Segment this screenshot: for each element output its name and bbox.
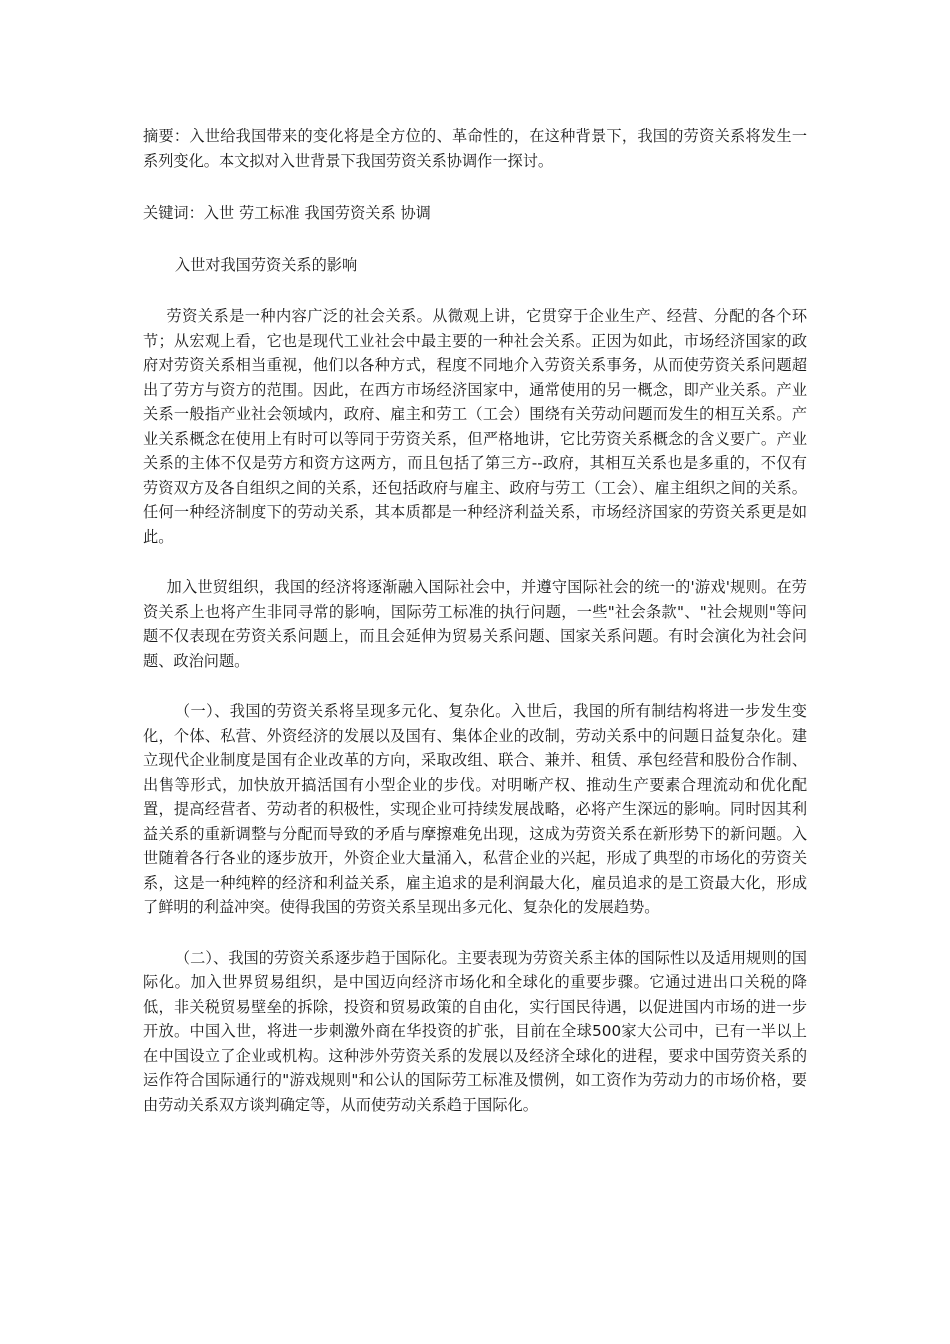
paragraph-internationalization: （二）、我国的劳资关系逐步趋于国际化。主要表现为劳资关系主体的国际性以及适用规则的国际化。加入世界贸易组织，是中国迈向经济市场化和全球化的重要步骤。它通过进出口关税的降低，非关税贸易壁垒的拆除，投资和贸易政策的自由化，实行国民待遇，以促进国内市场的进一步开放。中国入世，将进一步刺激外商在华投资的扩张，目前在全球500家大公司中，已有一半以上在中国设立了企业或机构。这种涉外劳资关系的发展以及经济全球化的进程，要求中国劳资关系的运作符合国际通行的"游戏规则"和公认的国际劳工标准及惯例，如工资作为劳动力的市场价格，要由劳动关系双方谈判确定等，从而使劳动关系趋于国际化。 — [143, 948, 807, 1114]
keywords: 关键词：入世 劳工标准 我国劳资关系 协调 — [143, 204, 431, 222]
abstract: 摘要：入世给我国带来的变化将是全方位的、革命性的，在这种背景下，我国的劳资关系将发生一系列变化。本文拟对入世背景下我国劳资关系协调作一探讨。 — [143, 127, 807, 170]
paragraph-wto-accession: 加入世贸组织，我国的经济将逐渐融入国际社会中，并遵守国际社会的统一的'游戏'规则。在劳资关系上也将产生非同寻常的影响，国际劳工标准的执行问题，一些"社会条款"、"社会规则"等问题不仅表现在劳资关系问题上，而且会延伸为贸易关系问题、国家关系问题。有时会演化为社会问题、政治问题。 — [143, 578, 807, 670]
paragraph-industrial-relations: 劳资关系是一种内容广泛的社会关系。从微观上讲，它贯穿于企业生产、经营、分配的各个环节；从宏观上看，它也是现代工业社会中最主要的一种社会关系。正因为如此，市场经济国家的政府对劳资关系相当重视，他们以各种方式，程度不同地介入劳资关系事务，从而使劳资关系问题超出了劳方与资方的范围。因此，在西方市场经济国家中，通常使用的另一概念，即产业关系。产业关系一般指产业社会领域内，政府、雇主和劳工（工会）围绕有关劳动问题而发生的相互关系。产业关系概念在使用上有时可以等同于劳资关系，但严格地讲，它比劳资关系概念的含义要广。产业关系的主体不仅是劳方和资方这两方，而且包括了第三方--政府，其相互关系也是多重的，不仅有劳资双方及各自组织之间的关系，还包括政府与雇主、政府与劳工（工会）、雇主组织之间的关系。 任何一种经济制度下的劳动关系，其本质都是一种经济利益关系，市场经济国家的劳资关系更是如此。 — [143, 307, 807, 546]
paragraph-diversification: （一）、我国的劳资关系将呈现多元化、复杂化。入世后，我国的所有制结构将进一步发生变化，个体、私营、外资经济的发展以及国有、集体企业的改制，劳动关系中的问题日益复杂化。建立现代企业制度是国有企业改革的方向，采取改组、联合、兼并、租赁、承包经营和股份合作制、出售等形式，加快放开搞活国有小型企业的步伐。对明晰产权、推动生产要素合理流动和优化配置，提高经营者、劳动者的积极性，实现企业可持续发展战略，必将产生深远的影响。同时因其利益关系的重新调整与分配而导致的矛盾与摩擦难免出现，这成为劳资关系在新形势下的新问题。入世随着各行各业的逐步放开，外资企业大量涌入，私营企业的兴起，形成了典型的市场化的劳资关系，这是一种纯粹的经济和利益关系，雇主追求的是利润最大化，雇员追求的是工资最大化，形成了鲜明的利益冲突。使得我国的劳资关系呈现出多元化、复杂化的发展趋势。 — [143, 702, 807, 916]
document-page — [143, 124, 807, 1143]
section-heading: 入世对我国劳资关系的影响 — [174, 255, 358, 274]
